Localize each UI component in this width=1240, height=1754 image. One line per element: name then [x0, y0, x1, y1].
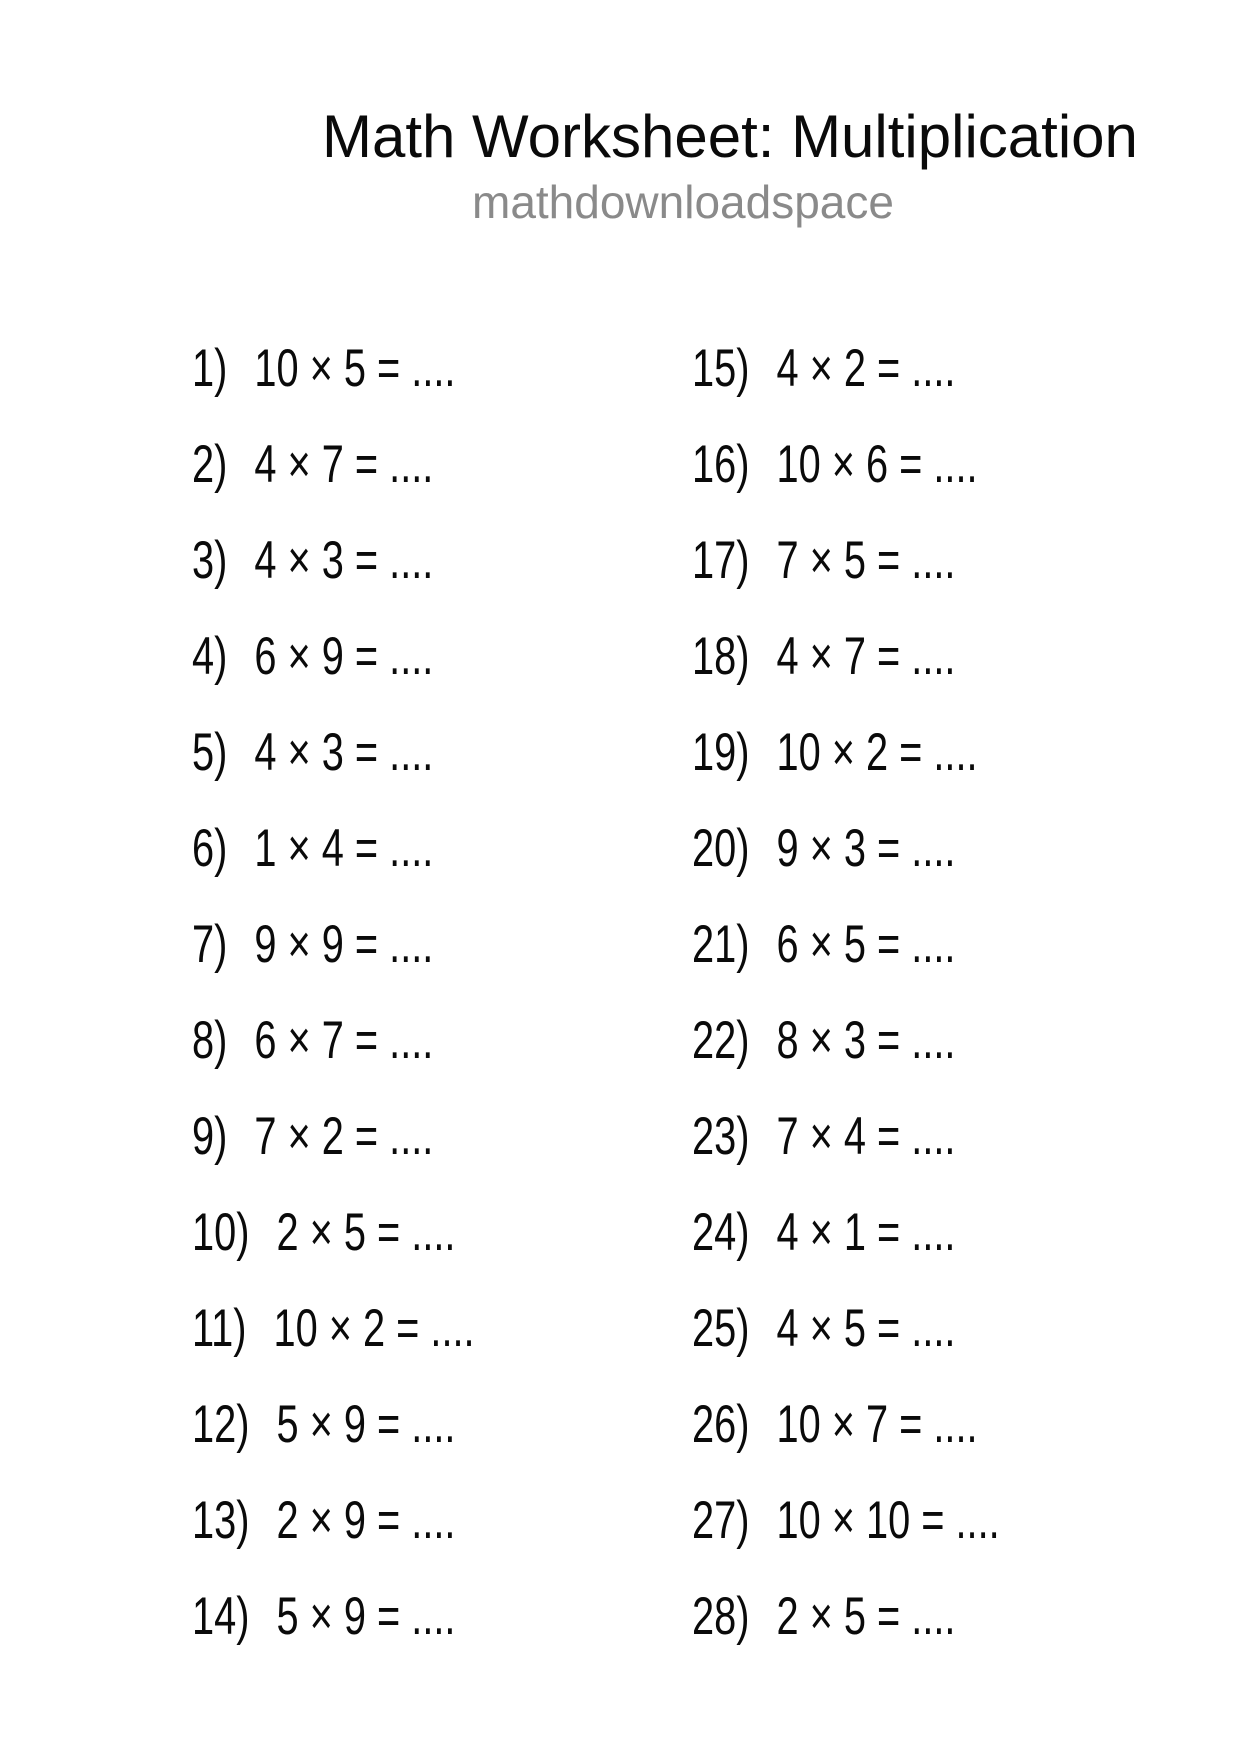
problem-number: 2) [192, 435, 228, 494]
problem-expression: 2 × 9 = .... [276, 1491, 456, 1550]
problem-number: 26) [692, 1395, 750, 1454]
problem-number: 8) [192, 1011, 228, 1070]
problem-number: 21) [692, 915, 750, 974]
problem-expression: 4 × 1 = .... [776, 1203, 956, 1262]
problem-row [692, 819, 956, 878]
problem-expression: 1 × 4 = .... [254, 819, 434, 878]
problem-expression: 2 × 5 = .... [276, 1203, 456, 1262]
problem-expression: 2 × 5 = .... [776, 1587, 956, 1646]
problem-expression: 10 × 2 = .... [273, 1299, 475, 1358]
problem-expression: 10 × 5 = .... [254, 339, 456, 398]
problem-row [692, 723, 978, 782]
problem-expression: 9 × 3 = .... [776, 819, 956, 878]
problem-row [692, 531, 956, 590]
problem-row [192, 1107, 434, 1166]
problem-row [692, 1299, 956, 1358]
problem-number: 6) [192, 819, 228, 878]
problem-row [192, 1203, 456, 1262]
problem-number: 16) [692, 435, 750, 494]
problem-row [192, 1299, 475, 1358]
problem-row [692, 1011, 956, 1070]
problem-row [192, 531, 434, 590]
problem-expression: 6 × 7 = .... [254, 1011, 434, 1070]
problem-expression: 10 × 2 = .... [776, 723, 978, 782]
problem-number: 24) [692, 1203, 750, 1262]
problem-number: 12) [192, 1395, 250, 1454]
problem-expression: 4 × 2 = .... [776, 339, 956, 398]
problem-row [692, 1395, 978, 1454]
problem-number: 7) [192, 915, 228, 974]
problem-row [192, 1587, 456, 1646]
problem-number: 4) [192, 627, 228, 686]
problem-row [692, 339, 956, 398]
problem-expression: 4 × 5 = .... [776, 1299, 956, 1358]
problem-number: 5) [192, 723, 228, 782]
problem-row [192, 819, 434, 878]
problem-number: 1) [192, 339, 228, 398]
problem-number: 13) [192, 1491, 250, 1550]
problem-row [692, 1587, 956, 1646]
problem-number: 3) [192, 531, 228, 590]
problem-expression: 7 × 5 = .... [776, 531, 956, 590]
problem-number: 20) [692, 819, 750, 878]
problem-number: 18) [692, 627, 750, 686]
problem-number: 22) [692, 1011, 750, 1070]
problem-row [692, 1203, 956, 1262]
problem-expression: 10 × 10 = .... [776, 1491, 1000, 1550]
problem-expression: 4 × 3 = .... [254, 723, 434, 782]
problem-expression: 7 × 4 = .... [776, 1107, 956, 1166]
problem-row [192, 339, 456, 398]
problem-number: 11) [192, 1299, 247, 1358]
problem-row [692, 627, 956, 686]
page-title: Math Worksheet: Multiplication [322, 103, 1138, 170]
problem-row [192, 1491, 456, 1550]
problem-expression: 4 × 7 = .... [254, 435, 434, 494]
problem-row [192, 915, 434, 974]
problem-expression: 10 × 7 = .... [776, 1395, 978, 1454]
problem-row [192, 627, 434, 686]
problem-number: 25) [692, 1299, 750, 1358]
problem-row [192, 723, 434, 782]
problem-expression: 7 × 2 = .... [254, 1107, 434, 1166]
problem-number: 19) [692, 723, 750, 782]
problem-row [192, 435, 434, 494]
problem-number: 27) [692, 1491, 750, 1550]
problem-expression: 10 × 6 = .... [776, 435, 978, 494]
problem-row [192, 1011, 434, 1070]
problem-expression: 5 × 9 = .... [276, 1395, 456, 1454]
page-subtitle: mathdownloadspace [472, 176, 894, 228]
problem-expression: 4 × 7 = .... [776, 627, 956, 686]
problem-number: 14) [192, 1587, 250, 1646]
problem-expression: 4 × 3 = .... [254, 531, 434, 590]
problem-row [692, 435, 978, 494]
problem-number: 23) [692, 1107, 750, 1166]
problem-row [692, 1107, 956, 1166]
problem-number: 9) [192, 1107, 228, 1166]
problem-expression: 6 × 9 = .... [254, 627, 434, 686]
problem-expression: 5 × 9 = .... [276, 1587, 456, 1646]
problem-row [692, 1491, 1000, 1550]
problem-row [192, 1395, 456, 1454]
problem-expression: 9 × 9 = .... [254, 915, 434, 974]
problem-number: 10) [192, 1203, 250, 1262]
problem-number: 28) [692, 1587, 750, 1646]
problem-expression: 6 × 5 = .... [776, 915, 956, 974]
problem-expression: 8 × 3 = .... [776, 1011, 956, 1070]
problem-row [692, 915, 956, 974]
problem-number: 17) [692, 531, 750, 590]
problem-number: 15) [692, 339, 750, 398]
